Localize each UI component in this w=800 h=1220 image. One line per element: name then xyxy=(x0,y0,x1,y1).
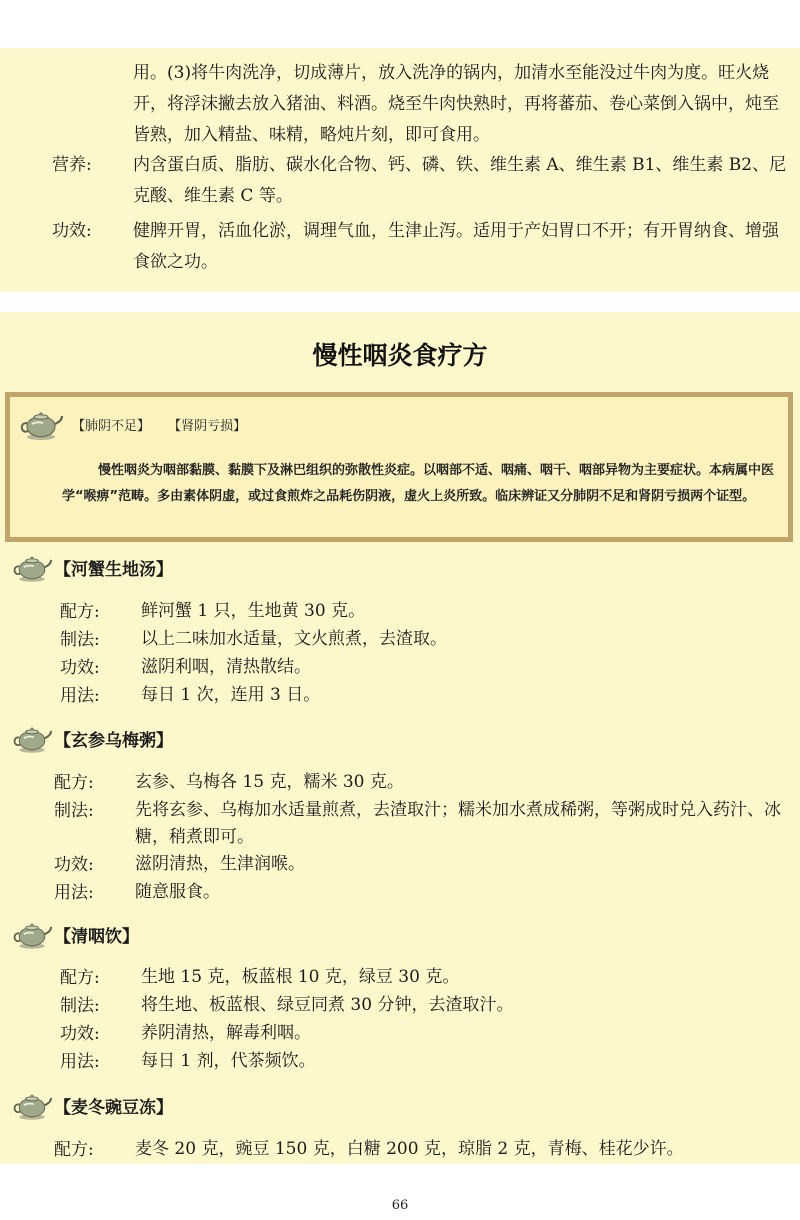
recipe-label: 制法: xyxy=(60,996,100,1016)
recipe-text: 每日 1 次，连用 3 日。 xyxy=(141,685,321,705)
recipe-label: 功效: xyxy=(54,855,94,875)
efficacy-text: 健脾开胃，活血化淤，调理气血，生津止泻。适用于产妇胃口不开；有开胃纳食、增强食欲之功。 xyxy=(133,221,779,272)
recipe-label: 用法: xyxy=(60,686,100,706)
recipe-text: 随意服食。 xyxy=(135,882,220,902)
recipe-label: 配方: xyxy=(54,1140,94,1160)
nutrition-text: 内含蛋白质、脂肪、碳水化合物、钙、磷、铁、维生素 A、维生素 B1、维生素 B2、尼克酸、维生素 C 等。 xyxy=(133,155,787,206)
recipe-label: 配方: xyxy=(54,773,94,793)
info-description: 慢性咽炎为咽部黏膜、黏膜下及淋巴组织的弥散性炎症。以咽部不适、咽痛、咽干、咽部异物为主要症状。本病属中医学“喉痹”范畴。多由素体阴虚，或过食煎炸之品耗伤阴液，虚火上炎所致。临床辨证又分肺阴不足和肾阴亏损两个证型。 xyxy=(62,463,775,504)
recipe-title: 【清咽饮】 xyxy=(54,927,139,947)
info-box xyxy=(5,392,793,542)
recipe-text: 以上二味加水适量，文火煎煮，去渣取。 xyxy=(141,629,447,649)
recipe-label: 配方: xyxy=(60,968,100,988)
recipe-text: 先将玄参、乌梅加水适量煎煮，去渣取汁；糯米加水煮成稀粥，等粥成时兑入药汁、冰糖，稍煮即可。 xyxy=(135,800,781,847)
teapot-icon xyxy=(12,726,52,754)
recipe-text: 养阴清热，解毒利咽。 xyxy=(141,1023,311,1043)
recipe-label: 配方: xyxy=(60,602,100,622)
recipe-text: 滋阴利咽，清热散结。 xyxy=(141,657,311,677)
recipe-label: 制法: xyxy=(60,630,100,650)
method-continuation: 用。(3)将牛肉洗净，切成薄片，放入洗净的锅内，加清水至能没过牛肉为度。旺火烧开，将浮沫撇去放入猪油、料酒。烧至牛肉快熟时，再将蕃茄、卷心菜倒入锅中，炖至皆熟，加入精盐、味精，略炖片刻，即可食用。 xyxy=(133,63,779,145)
section-title: 慢性咽炎食疗方 xyxy=(312,341,488,370)
efficacy-label: 功效: xyxy=(52,221,92,241)
recipe-label: 功效: xyxy=(60,1024,100,1044)
teapot-icon xyxy=(12,555,52,583)
recipe-label: 用法: xyxy=(54,883,94,903)
teapot-icon xyxy=(19,411,63,441)
syndrome-tags xyxy=(72,415,260,434)
nutrition-label: 营养: xyxy=(52,155,92,175)
page-number: 66 xyxy=(391,1198,409,1213)
tag-kidney-yin: 【肾阴亏损】 xyxy=(168,419,247,434)
recipe-title: 【玄参乌梅粥】 xyxy=(54,731,173,751)
recipe-title: 【河蟹生地汤】 xyxy=(54,560,173,580)
recipe-title: 【麦冬豌豆冻】 xyxy=(54,1098,173,1118)
recipe-label: 用法: xyxy=(60,1052,100,1072)
teapot-icon xyxy=(12,922,52,950)
tag-lung-yin: 【肺阴不足】 xyxy=(72,419,151,434)
recipe-text: 每日 1 剂，代茶频饮。 xyxy=(141,1051,316,1071)
recipe-text: 玄参、乌梅各 15 克，糯米 30 克。 xyxy=(135,772,404,792)
recipe-label: 制法: xyxy=(54,801,94,821)
recipe-text: 生地 15 克，板蓝根 10 克，绿豆 30 克。 xyxy=(141,967,460,987)
teapot-icon xyxy=(12,1093,52,1121)
recipe-text: 鲜河蟹 1 只，生地黄 30 克。 xyxy=(141,601,366,621)
recipe-text: 麦冬 20 克，豌豆 150 克，白糖 200 克，琼脂 2 克，青梅、桂花少许。 xyxy=(135,1139,684,1159)
recipe-text: 滋阴清热，生津润喉。 xyxy=(135,854,305,874)
recipe-label: 功效: xyxy=(60,658,100,678)
recipe-text: 将生地、板蓝根、绿豆同煮 30 分钟，去渣取汁。 xyxy=(141,995,514,1015)
